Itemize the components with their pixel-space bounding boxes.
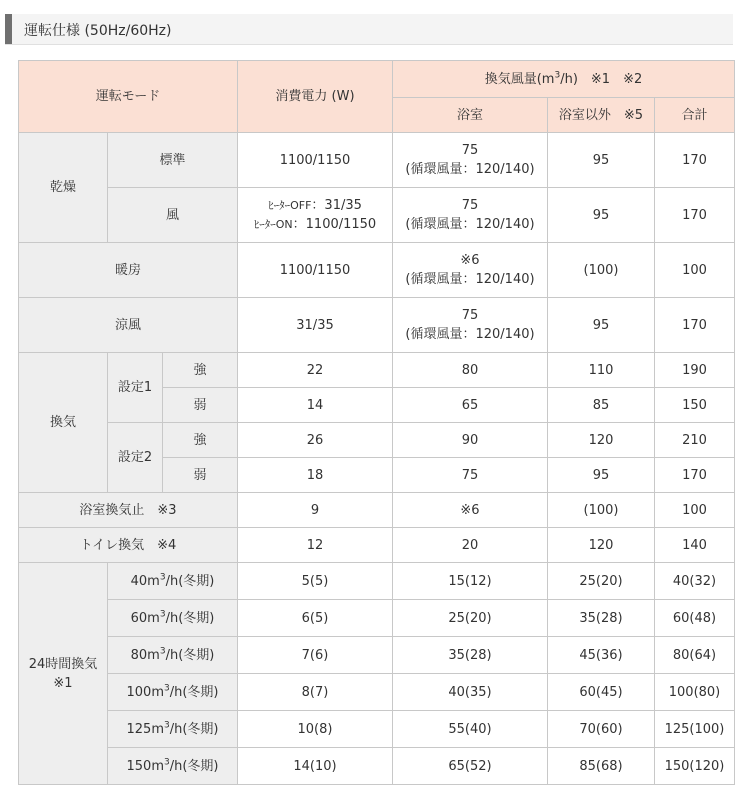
section-header [5, 14, 733, 45]
power-cell: 12 [238, 528, 393, 563]
total-cell: 170 [655, 298, 735, 353]
power-cell: 7(6) [238, 637, 393, 674]
dry-wind-label: 風 [108, 188, 238, 243]
total-cell: 150(120) [655, 748, 735, 785]
bath-cell: 65(52) [393, 748, 548, 785]
power-cell: 18 [238, 458, 393, 493]
bath-cell: 55(40) [393, 711, 548, 748]
table-row [19, 748, 735, 785]
spec-table [18, 60, 735, 785]
heating-label: 暖房 [19, 243, 238, 298]
other-cell: (100) [548, 493, 655, 528]
mode-header: 運転モード [19, 61, 238, 133]
dry-standard-label: 標準 [108, 133, 238, 188]
other-cell: 70(60) [548, 711, 655, 748]
other-cell: 110 [548, 353, 655, 388]
other-header: 浴室以外 ※5 [548, 98, 655, 133]
power-cell: 1100/1150 [238, 133, 393, 188]
bath-cell: 75 (循環風量：120/140) [393, 133, 548, 188]
power-cell: 31/35 [238, 298, 393, 353]
other-cell: 95 [548, 458, 655, 493]
other-cell: 35(28) [548, 600, 655, 637]
total-cell: 190 [655, 353, 735, 388]
table-row [19, 243, 735, 298]
bath-cell: 40(35) [393, 674, 548, 711]
table-row [19, 298, 735, 353]
bath-cell: ※6 (循環風量：120/140) [393, 243, 548, 298]
total-cell: 140 [655, 528, 735, 563]
other-cell: 95 [548, 133, 655, 188]
bath-cell: 75 (循環風量：120/140) [393, 188, 548, 243]
power-cell: 8(7) [238, 674, 393, 711]
power-cell: 10(8) [238, 711, 393, 748]
strength-label: 強 [163, 353, 238, 388]
toilet-label: トイレ換気 ※4 [19, 528, 238, 563]
vent-label: 換気 [19, 353, 108, 493]
table-row [19, 711, 735, 748]
total-cell: 210 [655, 423, 735, 458]
other-cell: 120 [548, 528, 655, 563]
total-cell: 100 [655, 493, 735, 528]
total-cell: 170 [655, 188, 735, 243]
table-row [19, 563, 735, 600]
table-row [19, 600, 735, 637]
rate-label: $150m^3/h$(冬期) [108, 748, 238, 785]
table-row [19, 188, 735, 243]
power-header: 消費電力 (W) [238, 61, 393, 133]
bath-cell: 75 (循環風量：120/140) [393, 298, 548, 353]
table-row [19, 423, 735, 458]
header-row-1 [19, 61, 735, 98]
bath-cell: 65 [393, 388, 548, 423]
section-marker [5, 14, 12, 44]
other-cell: 60(45) [548, 674, 655, 711]
total-cell: 80(64) [655, 637, 735, 674]
power-cell: 5(5) [238, 563, 393, 600]
other-cell: 95 [548, 188, 655, 243]
bath-cell: 90 [393, 423, 548, 458]
bathstop-label: 浴室換気止 ※3 [19, 493, 238, 528]
table-row [19, 493, 735, 528]
bath-header: 浴室 [393, 98, 548, 133]
total-cell: 170 [655, 133, 735, 188]
bath-cell: 25(20) [393, 600, 548, 637]
airflow-header: 換気風量$(m^3/h)$ ※1 ※2 [393, 61, 735, 98]
strength-label: 弱 [163, 388, 238, 423]
bath-cell: 20 [393, 528, 548, 563]
table-row [19, 528, 735, 563]
vent-set2-label: 設定2 [108, 423, 163, 493]
rate-label: $60m^3/h$(冬期) [108, 600, 238, 637]
bath-cell: 35(28) [393, 637, 548, 674]
power-cell: 26 [238, 423, 393, 458]
total-cell: 150 [655, 388, 735, 423]
other-cell: 95 [548, 298, 655, 353]
total-cell: 40(32) [655, 563, 735, 600]
power-cell: 14 [238, 388, 393, 423]
power-cell: 1100/1150 [238, 243, 393, 298]
power-cell: 22 [238, 353, 393, 388]
section-title: 運転仕様 (50Hz/60Hz) [24, 23, 172, 39]
table-row [19, 637, 735, 674]
power-cell: 6(5) [238, 600, 393, 637]
rate-label: $125m^3/h$(冬期) [108, 711, 238, 748]
other-cell: (100) [548, 243, 655, 298]
total-cell: 60(48) [655, 600, 735, 637]
strength-label: 弱 [163, 458, 238, 493]
rate-label: $40m^3/h$(冬期) [108, 563, 238, 600]
other-cell: 45(36) [548, 637, 655, 674]
bath-cell: 15(12) [393, 563, 548, 600]
other-cell: 85 [548, 388, 655, 423]
table-row [19, 353, 735, 388]
vent-set1-label: 設定1 [108, 353, 163, 423]
other-cell: 25(20) [548, 563, 655, 600]
power-cell: ﾋｰﾀｰOFF：31/35 ﾋｰﾀｰON：1100/1150 [238, 188, 393, 243]
other-cell: 120 [548, 423, 655, 458]
dry-label: 乾燥 [19, 133, 108, 243]
h24-label: 24時間換気 ※1 [19, 563, 108, 785]
strength-label: 強 [163, 423, 238, 458]
bath-cell: ※6 [393, 493, 548, 528]
bath-cell: 75 [393, 458, 548, 493]
other-cell: 85(68) [548, 748, 655, 785]
rate-label: $100m^3/h$(冬期) [108, 674, 238, 711]
total-cell: 170 [655, 458, 735, 493]
power-cell: 9 [238, 493, 393, 528]
total-header: 合計 [655, 98, 735, 133]
total-cell: 100(80) [655, 674, 735, 711]
power-cell: 14(10) [238, 748, 393, 785]
cool-label: 涼風 [19, 298, 238, 353]
table-row [19, 674, 735, 711]
total-cell: 100 [655, 243, 735, 298]
total-cell: 125(100) [655, 711, 735, 748]
table-row [19, 133, 735, 188]
bath-cell: 80 [393, 353, 548, 388]
rate-label: $80m^3/h$(冬期) [108, 637, 238, 674]
